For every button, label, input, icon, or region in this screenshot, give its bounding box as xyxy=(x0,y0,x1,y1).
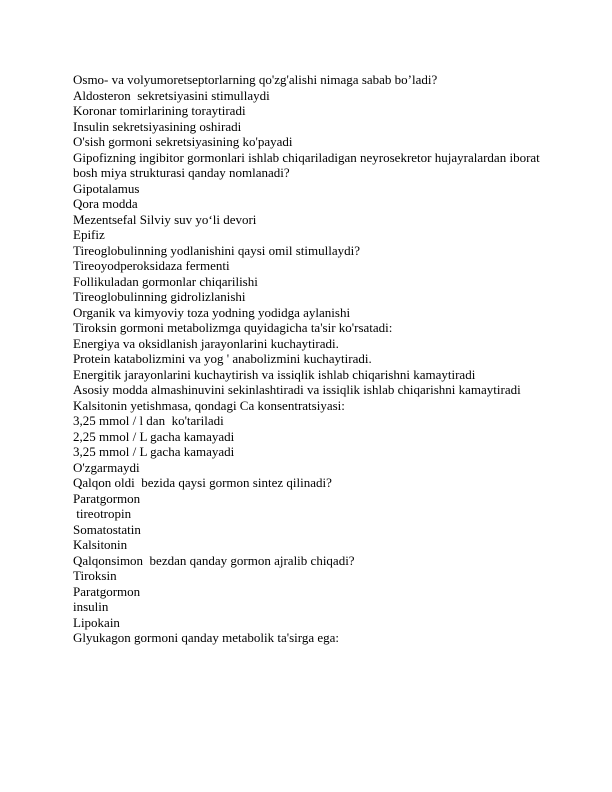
answer-line: Paratgormon xyxy=(73,583,141,599)
answer-line: 3,25 mmol / L gacha kamayadi xyxy=(73,444,235,459)
answer-line: Asosiy modda almashinuvini sekinlashtiradi va issiqlik ishlab chiqarishni kamaytiradi xyxy=(73,382,521,397)
question-line: Glyukagon gormoni qanday metabolik ta'sirga ega: xyxy=(73,630,340,645)
answer-line: Energitik jarayonlarini kuchaytirish va issiqlik ishlab chiqarishni kamaytiradi xyxy=(73,366,476,382)
question-line: Osmo- va volyumoretseptorlarning qo'zg'alishi nimaga sabab bo’ladi? xyxy=(73,72,438,87)
answer-line: 3,25 mmol / l dan ko'tariladi xyxy=(73,413,224,428)
answer-line: Koronar tomirlarining toraytiradi xyxy=(73,103,246,118)
answer-line: Tireoyodperoksidaza fermenti xyxy=(73,258,230,273)
question-line: Kalsitonin yetishmasa, qondagi Ca konsentratsiyasi: xyxy=(73,397,345,413)
answer-line: Organik va kimyoviy toza yodning yodidga aylanishi xyxy=(73,304,351,320)
answer-line: Somatostatin xyxy=(73,521,141,537)
answer-line: Tireoglobulinning gidrolizlanishi xyxy=(73,289,246,304)
question-line: Qalqon oldi bezida qaysi gormon sintez qilinadi? xyxy=(73,475,332,490)
document-page xyxy=(73,72,553,646)
answer-line: Energiya va oksidlanish jarayonlarini kuchaytiradi. xyxy=(73,335,339,351)
answer-line: Qora modda xyxy=(73,196,138,211)
answer-line: Protein katabolizmini va yog ' anabolizmini kuchaytiradi. xyxy=(73,351,372,366)
question-line: Gipofizning ingibitor gormonlari ishlab chiqariladigan neyrosekretor hujayralardan iborat bosh miya strukturasi qanday nomlanadi? xyxy=(73,149,544,180)
answer-line: O'sish gormoni sekretsiyasining ko'payadi xyxy=(73,134,293,149)
answer-line: Aldosteron sekretsiyasini stimullaydi xyxy=(73,87,270,103)
answer-line: O'zgarmaydi xyxy=(73,459,140,475)
answer-line: Lipokain xyxy=(73,614,120,630)
answer-line: Tiroksin xyxy=(73,568,117,583)
answer-line: Insulin sekretsiyasining oshiradi xyxy=(73,118,242,134)
answer-line: Mezentsefal Silviy suv yo‘li devori xyxy=(73,211,257,227)
answer-line: Follikuladan gormonlar chiqarilishi xyxy=(73,273,258,289)
answer-line: Kalsitonin xyxy=(73,537,128,552)
answer-line: insulin xyxy=(73,599,109,614)
answer-line: 2,25 mmol / L gacha kamayadi xyxy=(73,428,235,444)
answer-line: Paratgormon xyxy=(73,490,141,506)
question-line: Tiroksin gormoni metabolizmga quyidagicha ta'sir ko'rsatadi: xyxy=(73,320,393,335)
question-line: Tireoglobulinning yodlanishini qaysi omil stimullaydi? xyxy=(73,242,360,258)
question-line: Qalqonsimon bezdan qanday gormon ajralib chiqadi? xyxy=(73,552,355,568)
answer-line: Gipotalamus xyxy=(73,180,140,196)
answer-line: tireotropin xyxy=(73,506,132,521)
answer-line: Epifiz xyxy=(73,227,105,242)
